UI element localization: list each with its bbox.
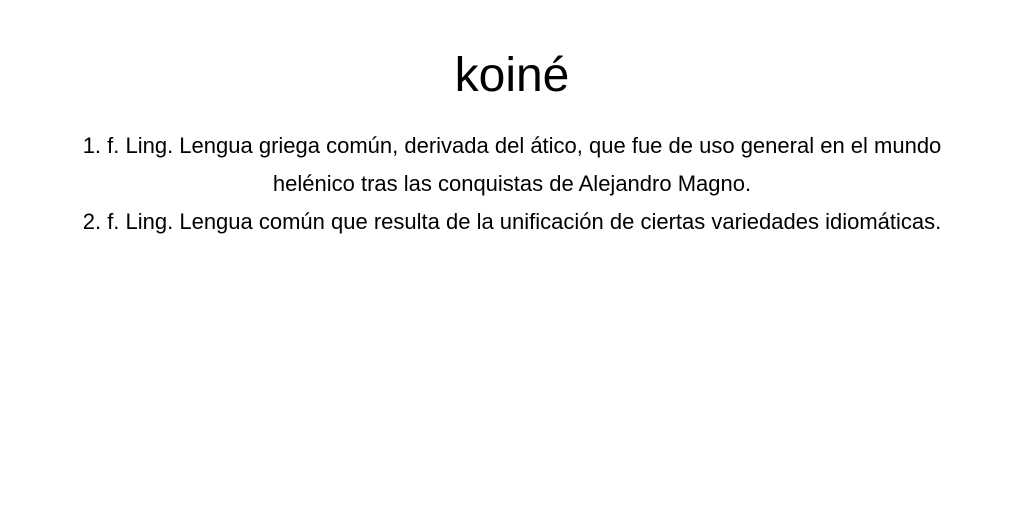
definition-2: 2. f. Ling. Lengua común que resulta de la unificación de ciertas variedades idiomáticas. <box>82 209 942 234</box>
definition-list <box>62 127 962 241</box>
definition-1: 1. f. Ling. Lengua griega común, derivada del ático, que fue de uso general en el mundo helénico tras las conquistas de Alejandro Magno. <box>82 133 942 196</box>
headword: koiné <box>454 49 570 102</box>
